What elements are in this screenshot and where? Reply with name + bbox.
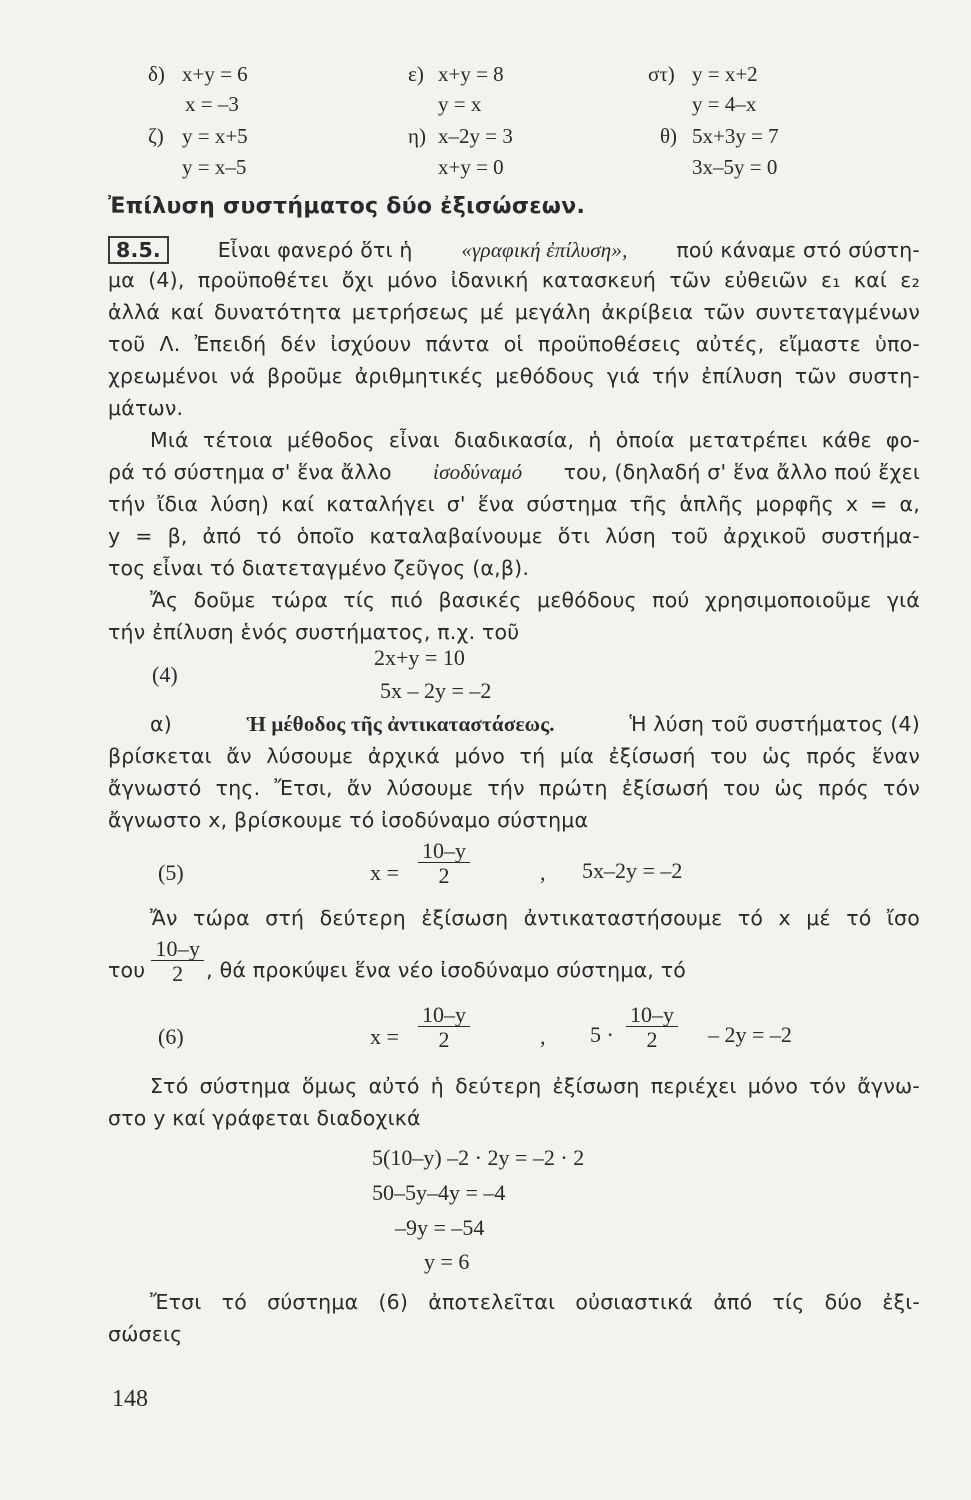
system4-eq2: 5x – 2y = –2 — [380, 678, 492, 703]
exercise-theta-eq2: 3x–5y = 0 — [692, 155, 778, 179]
step-1: 5(10–y) –2 · 2y = –2 · 2 — [372, 1145, 585, 1170]
para2-line1: Μιά τέτοια μέθοδος εἶναι διαδικασία, ἡ ὁποία μετατρέπει κάθε φο- — [150, 428, 920, 452]
para5-line2: στο y καί γράφεται διαδοχικά — [108, 1106, 421, 1130]
step-4: y = 6 — [424, 1249, 470, 1274]
method-line1 — [150, 712, 920, 737]
para1-line6: μάτων. — [108, 396, 184, 420]
system5-fraction — [418, 840, 470, 887]
para1-line1-a: Εἶναι φανερό ὅτι ἡ — [217, 238, 413, 262]
system5-label: (5) — [158, 860, 184, 885]
para2-line4: y = β, ἀπό τό ὁποῖο καταλαβαίνουμε ὅτι λύση τοῦ ἀρχικοῦ συστήμα- — [108, 524, 920, 548]
exercise-eta-label: η) — [408, 124, 426, 148]
system4-eq1: 2x+y = 10 — [374, 645, 465, 670]
para4-numerator: 10–y — [155, 936, 201, 961]
para4-line2 — [108, 938, 756, 985]
para1-line1 — [108, 236, 920, 264]
system6-label: (6) — [158, 1024, 184, 1049]
para4-denominator: 2 — [151, 960, 204, 985]
system5-separator: , — [540, 860, 546, 885]
system6-separator: , — [540, 1024, 546, 1049]
para1-line1-italic: «γραφική ἐπίλυση», — [461, 238, 628, 262]
exercise-epsilon-eq2: y = x — [438, 92, 482, 116]
exercise-zeta-eq1: y = x+5 — [182, 124, 248, 148]
para5-line1: Στό σύστημα ὅμως αὐτό ἡ δεύτερη ἐξίσωση περιέχει μόνο τόν ἄγνω- — [150, 1074, 920, 1098]
para2-line2-italic: ἰσοδύναμό — [433, 460, 523, 484]
exercise-eta-eq1: x–2y = 3 — [438, 124, 513, 148]
para4-line2-b: , θά προκύψει ἕνα νέο ἰσοδύναμο σύστημα, τό — [206, 957, 687, 982]
para2-line3: τήν ἴδια λύση) καί καταλήγει σ' ἕνα σύστημα τῆς ἁπλῆς μορφῆς x = α, — [108, 492, 920, 516]
para1-line3: ἀλλά καί δυνατότητα μετρήσεως μέ μεγάλη ἀκρίβεια τῶν συντεταγμένων — [108, 300, 920, 324]
paragraph-number: 8.5. — [108, 236, 169, 264]
system6-fraction — [418, 1004, 470, 1051]
para4-line1: Ἄν τώρα στή δεύτερη ἐξίσωση ἀντικαταστήσουμε τό x μέ τό ἴσο — [150, 906, 920, 930]
exercise-st-eq2: y = 4–x — [692, 92, 757, 116]
para2-line2 — [108, 460, 920, 485]
exercise-eta-eq2: x+y = 0 — [438, 155, 504, 179]
para1-line1-b: πού κάναμε στό σύστη- — [676, 238, 920, 262]
method-line1-text: Ἡ λύση τοῦ συστήματος (4) — [629, 712, 920, 736]
system5-lhs: x = — [370, 860, 399, 885]
method-line4: ἄγνωστο x, βρίσκουμε τό ἰσοδύναμο σύστημα — [108, 808, 589, 832]
exercise-st-eq1: y = x+2 — [692, 62, 758, 86]
page-number: 148 — [112, 1386, 148, 1412]
system5-eq2: 5x–2y = –2 — [582, 858, 683, 883]
para4-fraction — [151, 938, 204, 985]
para2-line2-a: ρά τό σύστημα σ' ἕνα ἄλλο — [108, 460, 392, 484]
system4-label: (4) — [152, 662, 178, 687]
exercise-zeta-label: ζ) — [148, 124, 164, 148]
exercise-theta-label: θ) — [660, 124, 678, 148]
para3-line1: Ἄς δοῦμε τώρα τίς πιό βασικές μεθόδους πού χρησιμοποιοῦμε γιά — [150, 588, 920, 612]
method-prefix: α) — [150, 712, 172, 736]
exercise-zeta-eq2: y = x–5 — [182, 155, 247, 179]
para1-line4: τοῦ Λ. Ἐπειδή δέν ἰσχύουν πάντα οἱ προϋποθέσεις αὐτές, εἴμαστε ὑπο- — [108, 332, 920, 356]
system6-denominator2: 2 — [626, 1026, 678, 1051]
method-line2: βρίσκεται ἄν λύσουμε ἀρχικά μόνο τή μία ἐξίσωσή του ὡς πρός ἕναν — [108, 744, 920, 768]
para3-line2: τήν ἐπίλυση ἑνός συστήματος, π.χ. τοῦ — [108, 620, 520, 644]
system6-numerator: 10–y — [422, 1002, 466, 1027]
para6-line1: Ἔτσι τό σύστημα (6) ἀποτελεῖται οὐσιαστικά ἀπό τίς δύο ἐξι- — [150, 1290, 920, 1314]
para6-line2: σώσεις — [108, 1322, 183, 1346]
para2-line5: τος εἶναι τό διατεταγμένο ζεῦγος (α,β). — [108, 556, 530, 580]
para1-line2: μα (4), προϋποθέτει ὄχι μόνο ἰδανική κατασκευή τῶν εὐθειῶν ε₁ καί ε₂ — [108, 268, 920, 292]
para4-line2-a: του — [108, 957, 146, 982]
system5-numerator: 10–y — [422, 838, 466, 863]
system6-lhs: x = — [370, 1024, 399, 1049]
exercise-delta-eq1: x+y = 6 — [182, 62, 248, 86]
exercise-delta-label: δ) — [148, 62, 165, 86]
exercise-epsilon-eq1: x+y = 8 — [438, 62, 504, 86]
system5-denominator: 2 — [418, 862, 470, 887]
system6-numerator2: 10–y — [630, 1002, 674, 1027]
exercise-epsilon-label: ε) — [408, 62, 424, 86]
method-title: Ἡ μέθοδος τῆς ἀντικαταστάσεως. — [246, 712, 555, 736]
system6-fraction2 — [626, 1004, 678, 1051]
system6-coefficient: 5 · — [590, 1022, 614, 1047]
step-3: –9y = –54 — [395, 1215, 485, 1240]
para1-line5: χρεωμένοι νά βροῦμε ἀριθμητικές μεθόδους γιά τήν ἐπίλυση τῶν συστη- — [108, 364, 920, 388]
system6-rest: – 2y = –2 — [708, 1022, 792, 1047]
para2-line2-b: του, (δηλαδή σ' ἕνα ἄλλο πού ἔχει — [563, 460, 920, 484]
exercise-delta-eq2: x = –3 — [185, 92, 239, 116]
exercise-theta-eq1: 5x+3y = 7 — [692, 124, 779, 148]
method-line3: ἄγνωστό της. Ἔτσι, ἄν λύσουμε τήν πρώτη ἐξίσωσή του ὡς πρός τόν — [108, 776, 920, 800]
system6-denominator: 2 — [418, 1026, 470, 1051]
step-2: 50–5y–4y = –4 — [372, 1180, 506, 1205]
exercise-st-label: στ) — [648, 62, 675, 86]
section-heading: Ἐπίλυση συστήματος δύο ἐξισώσεων. — [108, 194, 586, 219]
